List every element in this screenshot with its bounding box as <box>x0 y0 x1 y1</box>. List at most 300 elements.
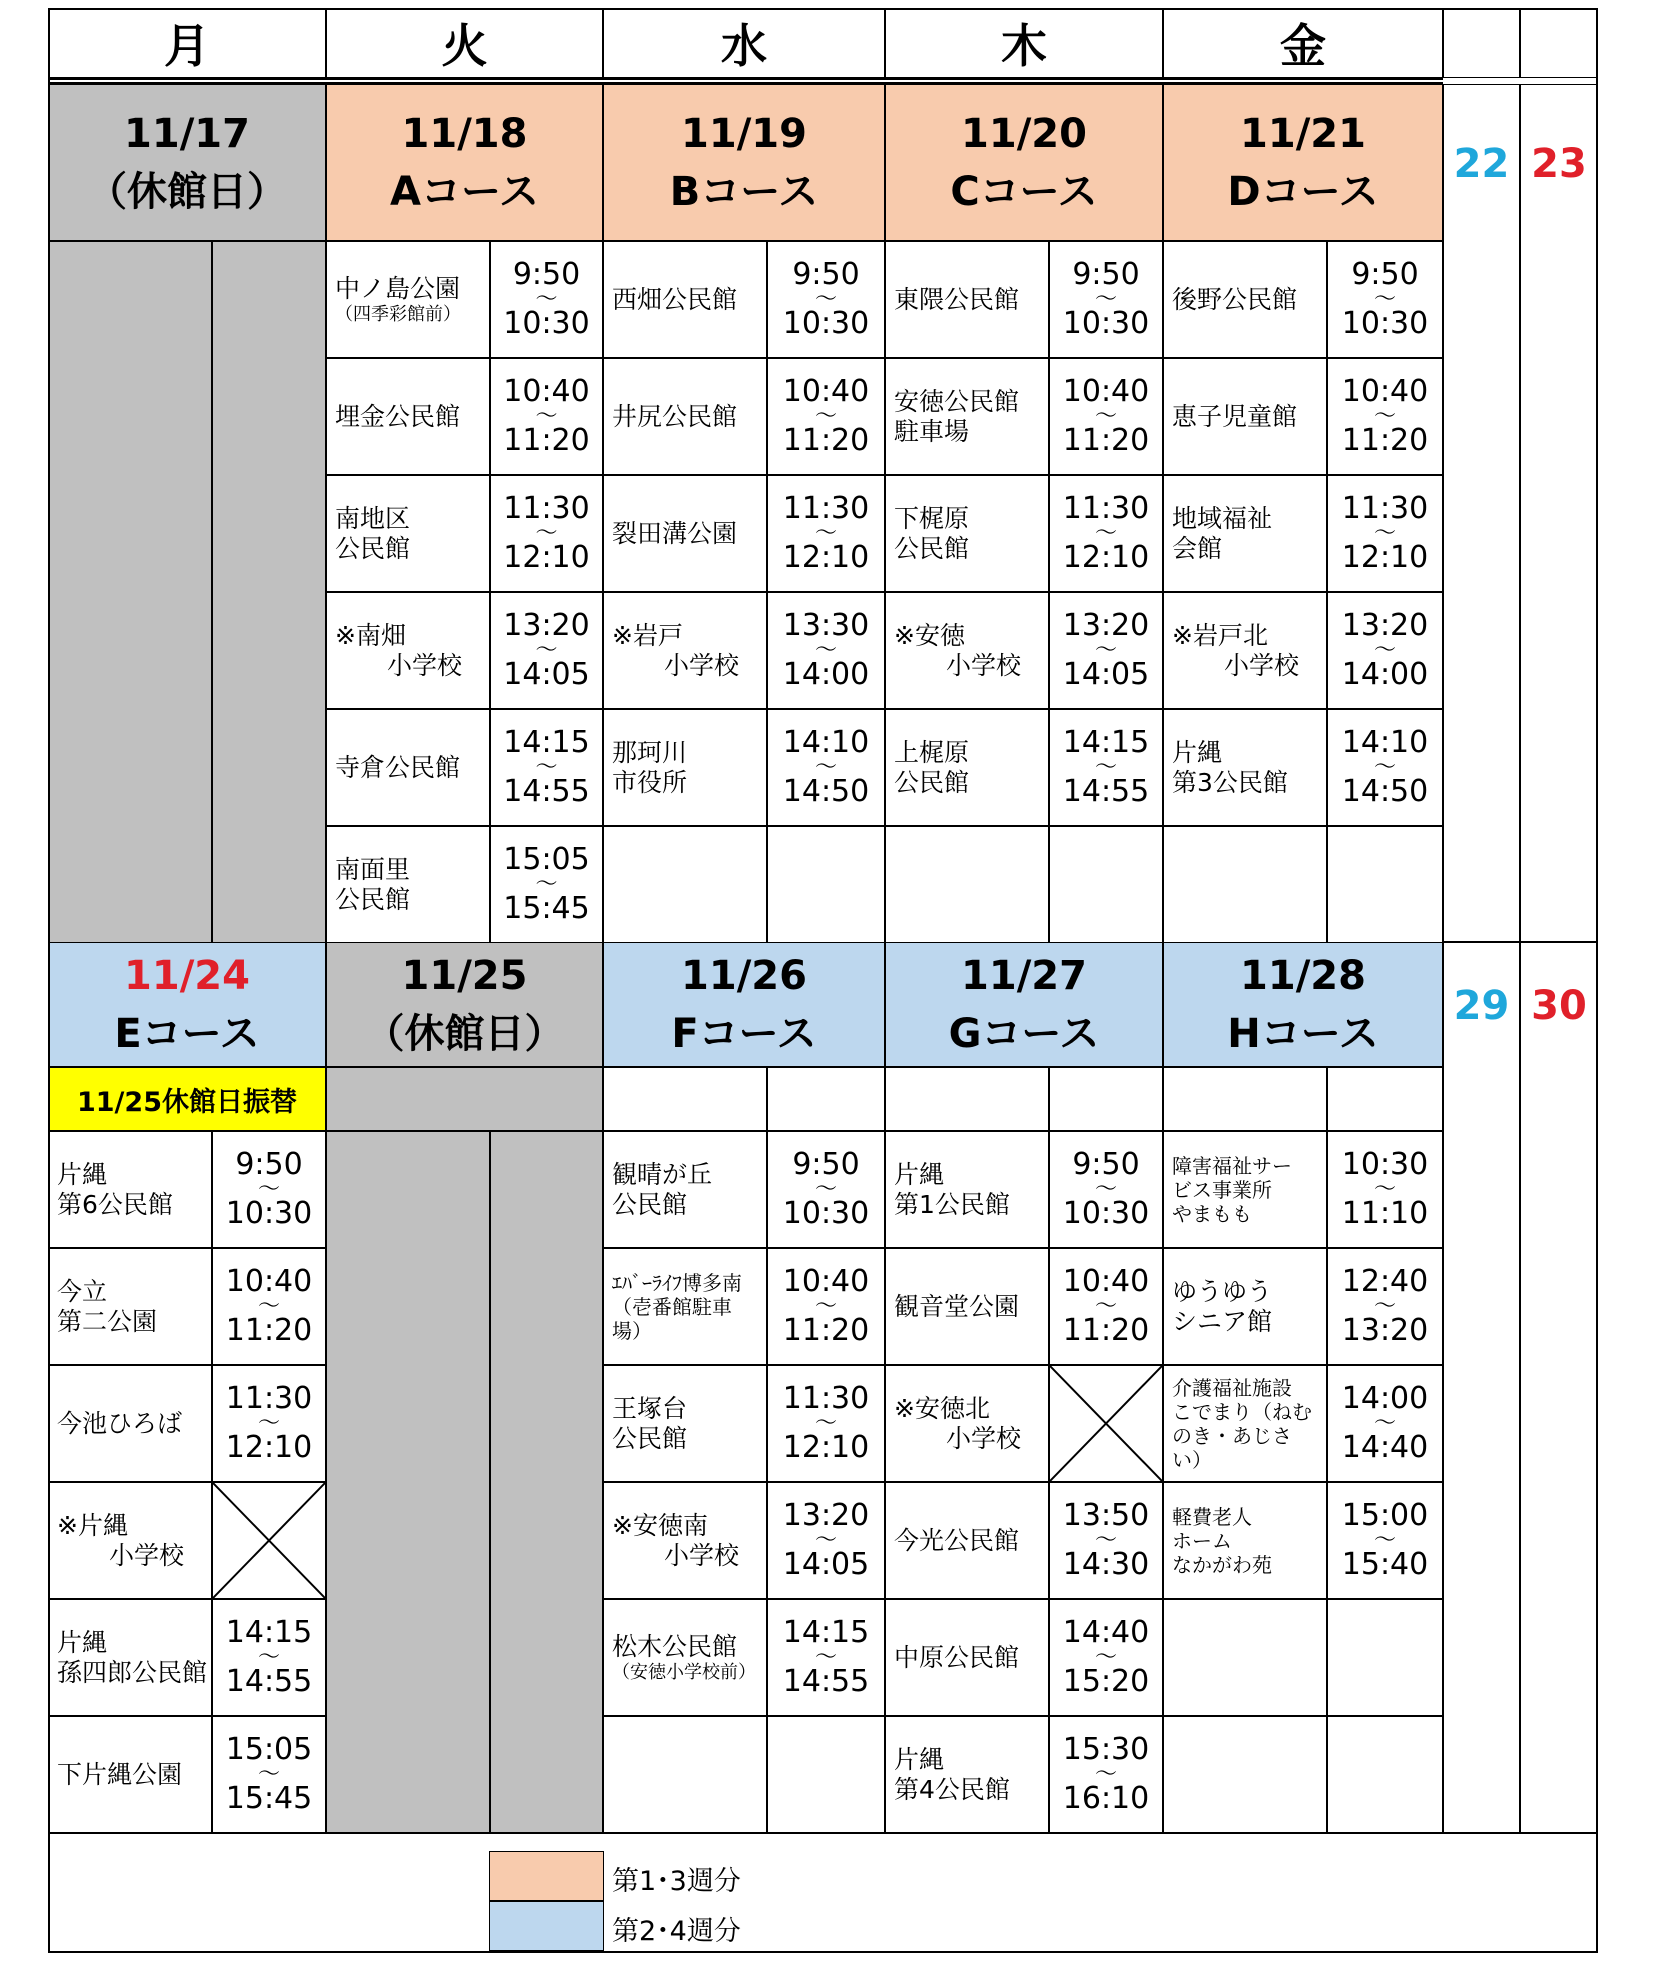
w2-mon-substitute-note <box>48 1067 326 1131</box>
w2-wed-location-line: 松木公民館 <box>612 1632 738 1662</box>
w1-wed-location <box>603 358 767 475</box>
w2-wed-time-separator: ～ <box>814 1293 837 1319</box>
w1-wed-end-time: 11:20 <box>782 423 870 459</box>
w1-wed-end-time: 10:30 <box>782 306 870 342</box>
w2-mon-start-time: 10:40 <box>225 1264 313 1300</box>
w2-wed-time <box>767 1599 885 1716</box>
w1-wed-time-separator: ～ <box>814 286 837 312</box>
w1-wed-end-time: 14:50 <box>782 774 870 810</box>
w1-tue-end-time: 10:30 <box>503 306 590 342</box>
w2-mon-time-separator: ～ <box>257 1644 280 1670</box>
schedule-table <box>48 8 1598 1953</box>
w2-thu-location <box>885 1131 1049 1248</box>
w1-tue-location-line: 公民館 <box>335 533 411 563</box>
w1-thu-time <box>1049 358 1163 475</box>
w2-wed-start-time: 13:20 <box>782 1498 870 1534</box>
w2-thu-location-line: 観音堂公園 <box>894 1291 1020 1321</box>
w2-thu-location-line: 今光公民館 <box>894 1525 1020 1555</box>
w2-thu-time-separator: ～ <box>1094 1644 1117 1670</box>
w1-tue-location-line: 公民館 <box>335 884 411 914</box>
w2-mon-time <box>212 1599 326 1716</box>
w2-thu-time <box>1049 1716 1163 1833</box>
w2-wed-location <box>603 1599 767 1716</box>
w1-wed-header-date: 11/19 <box>681 110 807 157</box>
w2-wed-start-time: 9:50 <box>792 1147 860 1183</box>
w1-wed-location <box>603 709 767 826</box>
w1-tue-time-separator: ～ <box>535 286 558 312</box>
w2-thu-end-time: 11:20 <box>1062 1313 1150 1349</box>
w1-thu-location-line: 小学校 <box>946 650 1022 680</box>
w2-thu-location-line: 第1公民館 <box>894 1189 1010 1219</box>
legend-area <box>48 1833 1598 1953</box>
w1-tue-time-separator: ～ <box>535 403 558 429</box>
w1-tue-start-time: 9:50 <box>512 257 581 293</box>
w2-mon-location-line: 第6公民館 <box>57 1189 173 1219</box>
w2-saturday <box>1443 942 1520 1833</box>
w2-blank-time <box>1049 1067 1163 1131</box>
weekday-sat-header <box>1443 8 1520 78</box>
w1-tue-location <box>326 475 490 592</box>
w1-wed-location <box>603 826 767 943</box>
cancelled-cross-icon <box>213 1483 325 1598</box>
w1-tue-location-line: 南地区 <box>335 504 411 533</box>
w1-wed-start-time: 13:30 <box>782 608 870 644</box>
w2-thu-location-line: 第4公民館 <box>894 1774 1010 1804</box>
w2-fri-start-time: 10:30 <box>1341 1147 1429 1183</box>
w2-wed-location-line: ※安徳南 <box>612 1511 708 1540</box>
w1-mon-header-sub: （休館日） <box>87 168 287 215</box>
w1-wed-end-time: 14:00 <box>782 657 870 693</box>
w2-fri-location-line: ゆうゆう <box>1172 1277 1273 1306</box>
w1-thu-location-line: 公民館 <box>894 533 970 563</box>
w1-tue-location-line: ※南畑 <box>335 621 406 650</box>
w2-fri-location <box>1163 1365 1327 1482</box>
w2-fri-location <box>1163 1716 1327 1833</box>
w2-mon-header <box>48 942 326 1067</box>
w2-fri-header <box>1163 942 1443 1067</box>
w2-fri-location-line: ビス事業所 <box>1172 1177 1272 1202</box>
w1-fri-time-separator: ～ <box>1373 286 1396 312</box>
w2-fri-time <box>1327 1131 1443 1248</box>
w2-thu-location <box>885 1599 1049 1716</box>
w2-mon-time <box>212 1248 326 1365</box>
w1-wed-location-line: 井尻公民館 <box>612 401 738 431</box>
w1-tue-location-line: 南面里 <box>335 855 411 884</box>
w1-thu-start-time: 14:15 <box>1062 725 1150 761</box>
w2-wed-location-line: 公民館 <box>612 1189 688 1219</box>
w1-tue-location <box>326 709 490 826</box>
w1-thu-location <box>885 592 1049 709</box>
w1-thu-location <box>885 241 1049 358</box>
w1-thu-location-line: ※安徳 <box>894 621 965 650</box>
w2-mon-location-line: 今池ひろば <box>57 1408 183 1438</box>
w1-tue-location-line: 小学校 <box>387 650 463 680</box>
w2-fri-time-separator: ～ <box>1373 1410 1396 1436</box>
w1-fri-location <box>1163 709 1327 826</box>
w2-thu-time <box>1049 1365 1163 1482</box>
w1-fri-location-line: ※岩戸北 <box>1172 621 1268 650</box>
w2-mon-location <box>48 1365 212 1482</box>
w1-fri-time <box>1327 592 1443 709</box>
w2-fri-location <box>1163 1482 1327 1599</box>
w1-tue-time <box>490 709 603 826</box>
weekday-wed-label: 水 <box>721 19 767 73</box>
w2-tue-header <box>326 942 603 1067</box>
w2-wed-time-separator: ～ <box>814 1410 837 1436</box>
w2-fri-time-separator: ～ <box>1373 1176 1396 1202</box>
w1-wed-time-separator: ～ <box>814 520 837 546</box>
w2-wed-end-time: 12:10 <box>782 1430 870 1466</box>
w1-wed-location-line: 西畑公民館 <box>612 284 738 314</box>
w1-tue-end-time: 15:45 <box>503 891 590 927</box>
w2-mon-end-time: 15:45 <box>225 1781 313 1817</box>
w2-blank-time <box>767 1067 885 1131</box>
w2-wed-location-line: 公民館 <box>612 1423 688 1453</box>
w1-tue-end-time: 12:10 <box>503 540 590 576</box>
w2-mon-location-line: ※片縄 <box>57 1511 128 1540</box>
w2-wed-location <box>603 1482 767 1599</box>
w2-fri-location-line: やまもも <box>1172 1201 1252 1226</box>
w1-fri-header-sub: Dコース <box>1227 168 1379 215</box>
w1-thu-location <box>885 826 1049 943</box>
w1-sunday-date: 23 <box>1531 140 1587 187</box>
w1-thu-time <box>1049 241 1163 358</box>
w2-wed-location <box>603 1716 767 1833</box>
w2-fri-location-line: 介護福祉施設 <box>1172 1375 1292 1400</box>
w2-thu-location-line: 片縄 <box>894 1745 945 1774</box>
weekday-mon <box>48 8 326 78</box>
w1-wed-time <box>767 475 885 592</box>
w2-wed-time <box>767 1365 885 1482</box>
w2-wed-start-time: 10:40 <box>782 1264 870 1300</box>
w1-mon-header <box>48 84 326 241</box>
w2-fri-location-line: こでまり（ねむ <box>1172 1399 1312 1424</box>
w2-wed-location <box>603 1365 767 1482</box>
w2-mon-end-time: 11:20 <box>225 1313 313 1349</box>
w2-wed-end-time: 14:05 <box>782 1547 870 1583</box>
w2-mon-start-time: 11:30 <box>225 1381 313 1417</box>
w2-thu-end-time: 14:30 <box>1062 1547 1150 1583</box>
w1-tue-start-time: 11:30 <box>503 491 590 527</box>
w1-thu-time-separator: ～ <box>1094 403 1117 429</box>
w2-wed-time <box>767 1131 885 1248</box>
w2-fri-time <box>1327 1599 1443 1716</box>
w2-thu-location-line: 中原公民館 <box>894 1642 1020 1672</box>
w1-thu-end-time: 14:05 <box>1062 657 1150 693</box>
w2-fri-start-time: 12:40 <box>1341 1264 1429 1300</box>
w1-tue-location-note: （四季彩館前） <box>335 303 461 325</box>
w2-fri-location-line: なかがわ苑 <box>1172 1552 1272 1577</box>
w2-thu-location <box>885 1248 1049 1365</box>
w1-tue-location-line: 寺倉公民館 <box>335 752 461 782</box>
w2-thu-end-time: 10:30 <box>1062 1196 1150 1232</box>
w1-fri-time-separator: ～ <box>1373 754 1396 780</box>
w2-wed-header-sub: Fコース <box>671 1010 817 1057</box>
w2-mon-end-time: 14:55 <box>225 1664 313 1700</box>
w1-tue-time-separator: ～ <box>535 520 558 546</box>
w2-blank-location <box>885 1067 1049 1131</box>
w1-thu-header-date: 11/20 <box>961 110 1087 157</box>
w2-wed-time <box>767 1716 885 1833</box>
w1-fri-location-line: 小学校 <box>1224 650 1300 680</box>
w1-thu-location-line: 上梶原 <box>894 738 970 767</box>
w1-saturday-date: 22 <box>1453 140 1510 187</box>
w2-wed-start-time: 11:30 <box>782 1381 870 1417</box>
w1-tue-end-time: 11:20 <box>503 423 590 459</box>
w2-wed-location-line: 場） <box>612 1318 652 1343</box>
w1-thu-time-separator: ～ <box>1094 520 1117 546</box>
w2-mon-time <box>212 1716 326 1833</box>
w1-wed-location-line: 那珂川 <box>612 738 688 767</box>
w1-wed-time <box>767 592 885 709</box>
w2-wed-location <box>603 1131 767 1248</box>
w1-thu-end-time: 12:10 <box>1062 540 1150 576</box>
w1-fri-time <box>1327 475 1443 592</box>
w1-tue-time-separator: ～ <box>535 871 558 897</box>
w1-wed-location-line: 裂田溝公園 <box>612 518 738 548</box>
w2-fri-header-date: 11/28 <box>1240 952 1366 999</box>
w2-fri-location-line: 軽費老人 <box>1172 1504 1252 1529</box>
w2-thu-end-time: 16:10 <box>1062 1781 1150 1817</box>
w2-thu-header <box>885 942 1163 1067</box>
w2-mon-end-time: 10:30 <box>225 1196 313 1232</box>
w2-wed-end-time: 11:20 <box>782 1313 870 1349</box>
w2-wed-time-separator: ～ <box>814 1176 837 1202</box>
w2-mon-location <box>48 1248 212 1365</box>
w2-thu-time <box>1049 1131 1163 1248</box>
w1-wed-time-separator: ～ <box>814 754 837 780</box>
w2-mon-time-separator: ～ <box>257 1410 280 1436</box>
w1-tue-header <box>326 84 603 241</box>
w2-wed-header-date: 11/26 <box>681 952 807 999</box>
w2-mon-location <box>48 1599 212 1716</box>
w2-thu-time-separator: ～ <box>1094 1176 1117 1202</box>
w1-fri-time-separator: ～ <box>1373 520 1396 546</box>
w2-fri-time-separator: ～ <box>1373 1527 1396 1553</box>
w2-mon-time-separator: ～ <box>257 1761 280 1787</box>
w1-wed-time <box>767 709 885 826</box>
w1-fri-location <box>1163 592 1327 709</box>
w2-mon-location-line: 片縄 <box>57 1160 108 1189</box>
legend-swatch <box>489 1901 604 1951</box>
w1-thu-end-time: 10:30 <box>1062 306 1150 342</box>
w1-fri-location-line: 第3公民館 <box>1172 767 1288 797</box>
w2-thu-header-sub: Gコース <box>948 1010 1100 1057</box>
w1-fri-start-time: 14:10 <box>1341 725 1429 761</box>
w1-thu-location-line: 公民館 <box>894 767 970 797</box>
w2-tue-closed <box>490 1131 603 1833</box>
w2-fri-end-time: 15:40 <box>1341 1547 1429 1583</box>
weekday-mon-label: 月 <box>164 19 210 73</box>
w2-fri-location <box>1163 1599 1327 1716</box>
w2-wed-time-separator: ～ <box>814 1527 837 1553</box>
w1-fri-end-time: 12:10 <box>1341 540 1429 576</box>
w2-tue-header-sub: （休館日） <box>364 1010 565 1057</box>
w2-fri-location-line: い） <box>1172 1447 1212 1472</box>
w2-wed-location-line: 王塚台 <box>612 1394 688 1423</box>
w2-blank-location <box>1163 1067 1327 1131</box>
w2-saturday-date: 29 <box>1453 982 1510 1029</box>
w1-tue-time-separator: ～ <box>535 637 558 663</box>
weekday-thu-label: 木 <box>1001 19 1047 73</box>
legend-week1-label: 第1･3週分 <box>612 1866 741 1897</box>
w1-tue-location <box>326 826 490 943</box>
w2-fri-end-time: 13:20 <box>1341 1313 1429 1349</box>
w2-wed-location-note: （安徳小学校前） <box>612 1661 756 1683</box>
w2-fri-location <box>1163 1248 1327 1365</box>
w2-thu-start-time: 10:40 <box>1062 1264 1150 1300</box>
w1-fri-location-line: 地域福祉 <box>1172 504 1273 533</box>
w2-fri-start-time: 15:00 <box>1341 1498 1429 1534</box>
w1-wed-time <box>767 826 885 943</box>
w2-blank-time <box>1327 1067 1443 1131</box>
w1-wed-location-line: ※岩戸 <box>612 621 683 650</box>
w2-mon-location-line: 小学校 <box>109 1540 185 1570</box>
w1-fri-header <box>1163 84 1443 241</box>
w2-tue-header-date: 11/25 <box>401 952 528 999</box>
w1-tue-time <box>490 826 603 943</box>
w1-thu-start-time: 13:20 <box>1062 608 1150 644</box>
w1-wed-time-separator: ～ <box>814 403 837 429</box>
weekday-fri <box>1163 8 1443 78</box>
w2-fri-time <box>1327 1365 1443 1482</box>
w1-thu-time <box>1049 826 1163 943</box>
w1-wed-start-time: 14:10 <box>782 725 870 761</box>
w2-thu-location <box>885 1716 1049 1833</box>
w1-wed-time <box>767 241 885 358</box>
w1-fri-end-time: 14:50 <box>1341 774 1429 810</box>
w2-mon-location-line: 片縄 <box>57 1628 108 1657</box>
w1-fri-location <box>1163 475 1327 592</box>
w1-fri-end-time: 11:20 <box>1341 423 1429 459</box>
legend-week2-label: 第2･4週分 <box>612 1916 741 1947</box>
cancelled-cross-icon <box>1050 1366 1162 1481</box>
w2-fri-time <box>1327 1716 1443 1833</box>
w1-tue-end-time: 14:55 <box>503 774 590 810</box>
w1-fri-location <box>1163 241 1327 358</box>
w2-mon-header-date: 11/24 <box>124 952 250 999</box>
w1-thu-start-time: 10:40 <box>1062 374 1150 410</box>
w2-wed-location-line: ｴﾊﾞｰﾗｲﾌ博多南 <box>612 1270 742 1295</box>
w1-sunday <box>1520 84 1598 942</box>
w1-thu-location <box>885 709 1049 826</box>
w1-thu-time <box>1049 709 1163 826</box>
w1-fri-location <box>1163 826 1327 943</box>
w1-wed-header <box>603 84 885 241</box>
w1-tue-start-time: 14:15 <box>503 725 590 761</box>
w2-mon-time-separator: ～ <box>257 1293 280 1319</box>
w2-mon-location <box>48 1482 212 1599</box>
w1-fri-start-time: 11:30 <box>1341 491 1429 527</box>
w2-fri-end-time: 14:40 <box>1341 1430 1429 1466</box>
w2-mon-time <box>212 1131 326 1248</box>
w1-tue-start-time: 15:05 <box>503 842 590 878</box>
w1-mon-closed <box>48 241 212 943</box>
w2-fri-time <box>1327 1482 1443 1599</box>
w1-wed-location-line: 小学校 <box>664 650 740 680</box>
w1-fri-location-line: 後野公民館 <box>1172 284 1298 314</box>
w1-tue-time <box>490 358 603 475</box>
w1-fri-time-separator: ～ <box>1373 403 1396 429</box>
w2-thu-end-time: 15:20 <box>1062 1664 1150 1700</box>
weekday-fri-label: 金 <box>1280 19 1326 73</box>
w2-wed-start-time: 14:15 <box>782 1615 870 1651</box>
w1-wed-start-time: 9:50 <box>792 257 860 293</box>
w1-wed-location <box>603 241 767 358</box>
w2-mon-header-sub: Eコース <box>114 1010 260 1057</box>
w2-wed-end-time: 14:55 <box>782 1664 870 1700</box>
w2-mon-substitute-note-text: 11/25休館日振替 <box>76 1086 297 1118</box>
weekday-sun-header <box>1520 8 1598 78</box>
w1-fri-start-time: 10:40 <box>1341 374 1429 410</box>
w2-wed-end-time: 10:30 <box>782 1196 870 1232</box>
w2-thu-location-line: ※安徳北 <box>894 1394 990 1423</box>
w1-tue-location <box>326 358 490 475</box>
w2-fri-start-time: 14:00 <box>1341 1381 1429 1417</box>
w2-fri-location-line: のき・あじさ <box>1172 1423 1292 1448</box>
w1-thu-location-line: 下梶原 <box>894 504 970 533</box>
w2-fri-location-line: 障害福祉サー <box>1172 1153 1292 1178</box>
w1-thu-location <box>885 358 1049 475</box>
w1-thu-time <box>1049 592 1163 709</box>
w2-thu-location <box>885 1482 1049 1599</box>
w2-wed-time-separator: ～ <box>814 1644 837 1670</box>
w2-wed-location-line: 観晴が丘 <box>612 1160 713 1189</box>
w2-mon-location <box>48 1716 212 1833</box>
w1-thu-location-line: 駐車場 <box>894 416 970 446</box>
w1-mon-header-date: 11/17 <box>124 110 250 157</box>
w2-mon-location-line: 下片縄公園 <box>57 1759 183 1789</box>
w2-mon-start-time: 9:50 <box>235 1147 303 1183</box>
w1-fri-end-time: 10:30 <box>1341 306 1429 342</box>
w2-mon-time-separator: ～ <box>257 1176 280 1202</box>
w1-fri-location-line: 恵子児童館 <box>1172 401 1298 431</box>
w2-mon-start-time: 14:15 <box>225 1615 313 1651</box>
w1-tue-start-time: 13:20 <box>503 608 590 644</box>
w2-mon-time <box>212 1365 326 1482</box>
w2-tue-closed <box>326 1131 490 1833</box>
w1-thu-start-time: 9:50 <box>1072 257 1140 293</box>
w1-fri-start-time: 13:20 <box>1341 608 1429 644</box>
w1-thu-time-separator: ～ <box>1094 286 1117 312</box>
w1-fri-end-time: 14:00 <box>1341 657 1429 693</box>
w1-wed-time <box>767 358 885 475</box>
w1-thu-end-time: 11:20 <box>1062 423 1150 459</box>
legend-swatch <box>489 1851 604 1901</box>
w1-wed-time-separator: ～ <box>814 637 837 663</box>
w1-tue-time-separator: ～ <box>535 754 558 780</box>
w2-thu-time-separator: ～ <box>1094 1293 1117 1319</box>
w2-thu-start-time: 13:50 <box>1062 1498 1150 1534</box>
w1-tue-location-line: 中ノ島公園 <box>335 274 461 304</box>
weekday-tue-label: 火 <box>441 19 488 73</box>
w2-thu-location-line: 片縄 <box>894 1160 945 1189</box>
w1-wed-location <box>603 475 767 592</box>
w1-fri-location-line: 片縄 <box>1172 738 1223 767</box>
w2-wed-time <box>767 1482 885 1599</box>
w1-wed-location-line: 市役所 <box>612 767 688 797</box>
w1-fri-location-line: 会館 <box>1172 533 1223 563</box>
w1-fri-time <box>1327 709 1443 826</box>
w1-thu-location-line: 安徳公民館 <box>894 387 1020 416</box>
w2-thu-location <box>885 1365 1049 1482</box>
w2-wed-header <box>603 942 885 1067</box>
w1-wed-location <box>603 592 767 709</box>
w2-wed-time <box>767 1248 885 1365</box>
w2-tue-closed-top <box>326 1067 603 1131</box>
w1-mon-closed <box>212 241 326 943</box>
w1-wed-end-time: 12:10 <box>782 540 870 576</box>
